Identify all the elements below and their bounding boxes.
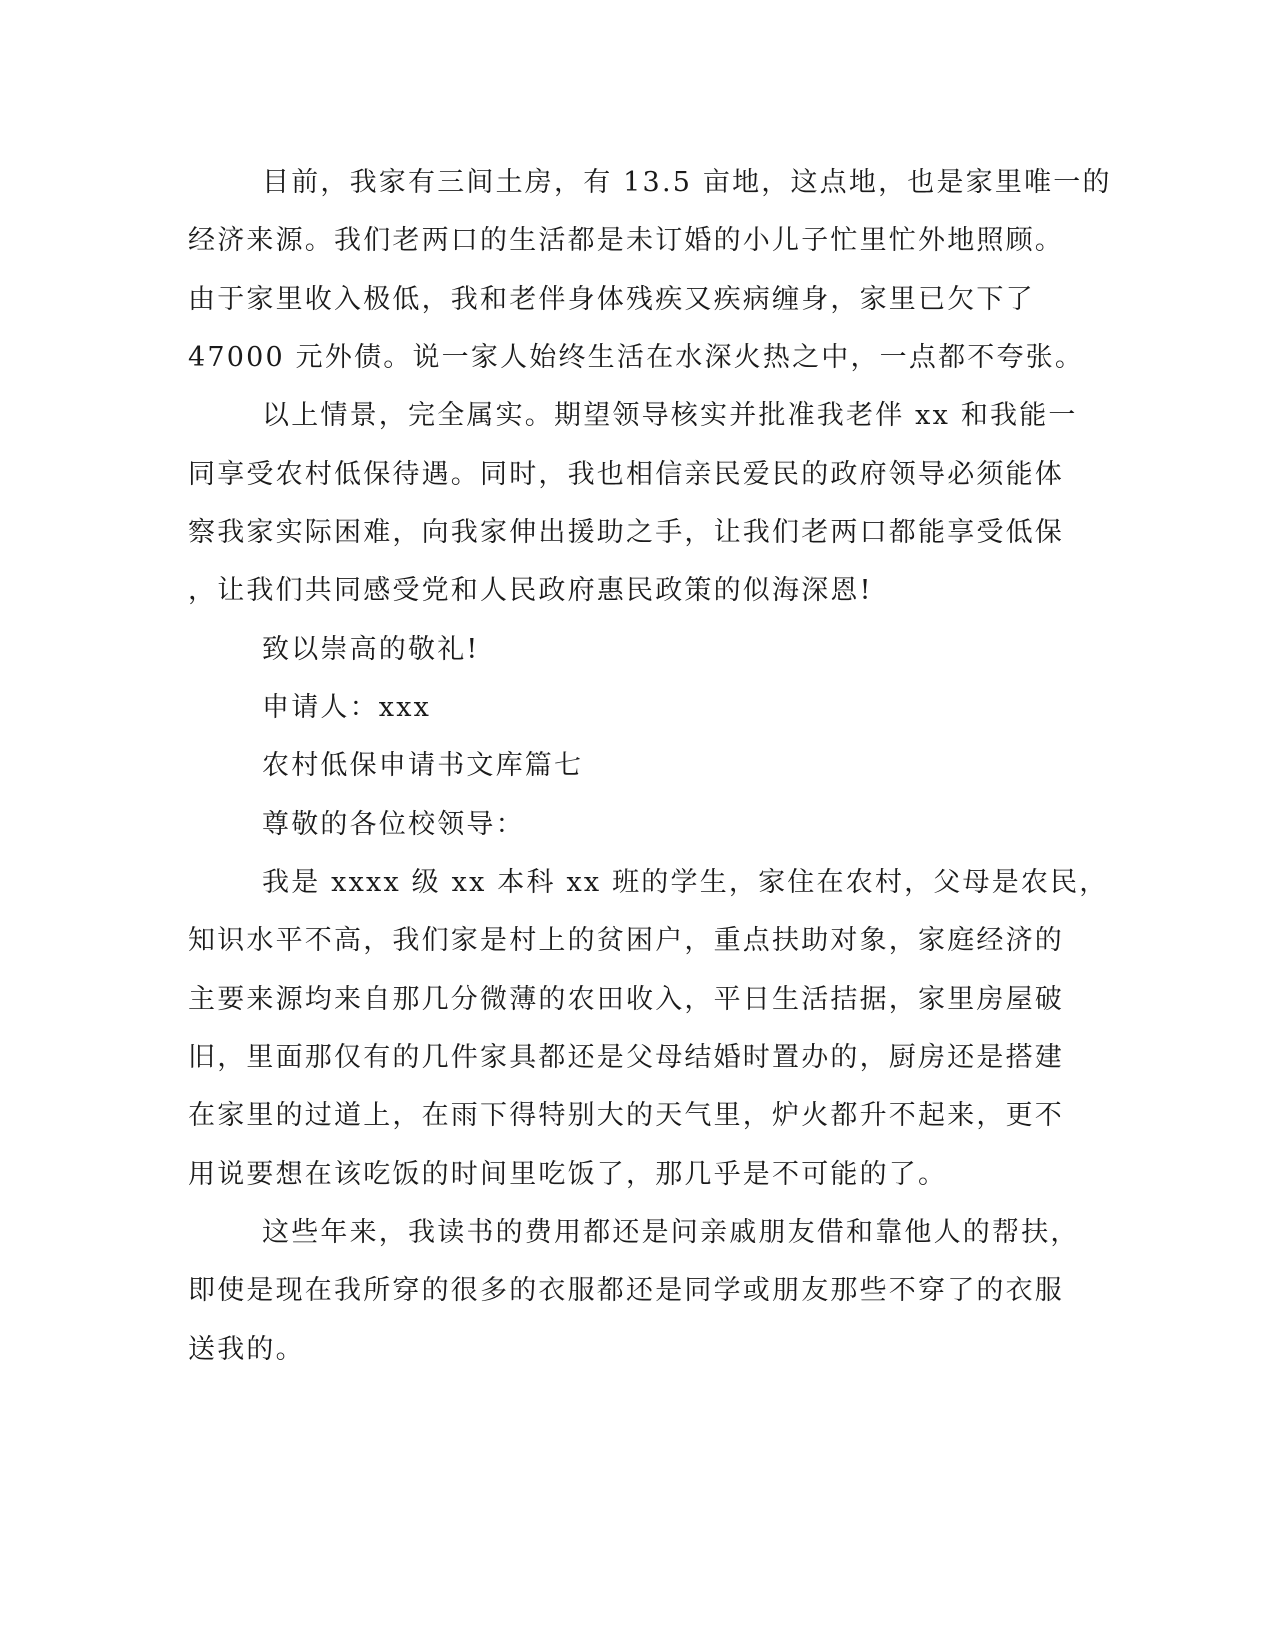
paragraph-line: 送我的。 bbox=[188, 1334, 305, 1365]
paragraph-line: 目前，我家有三间土房，有 13.5 亩地，这点地，也是家里唯一的 bbox=[262, 167, 1112, 198]
paragraph-line: 用说要想在该吃饭的时间里吃饭了，那几乎是不可能的了。 bbox=[188, 1159, 948, 1190]
greeting: 尊敬的各位校领导： bbox=[262, 809, 525, 840]
paragraph-line: 这些年来，我读书的费用都还是问亲戚朋友借和靠他人的帮扶， bbox=[262, 1217, 1080, 1248]
paragraph-line: 由于家里收入极低，我和老伴身体残疾又疾病缠身，家里已欠下了 bbox=[188, 284, 1035, 315]
paragraph-line: ，让我们共同感受党和人民政府惠民政策的似海深恩! bbox=[188, 575, 873, 606]
applicant-signature: 申请人：xxx bbox=[262, 692, 432, 723]
paragraph-line: 即使是现在我所穿的很多的衣服都还是同学或朋友那些不穿了的衣服 bbox=[188, 1275, 1064, 1306]
paragraph-line: 察我家实际困难，向我家伸出援助之手，让我们老两口都能享受低保 bbox=[188, 517, 1064, 548]
paragraph-line: 旧，里面那仅有的几件家具都还是父母结婚时置办的，厨房还是搭建 bbox=[188, 1042, 1064, 1073]
paragraph-line: 47000 元外债。说一家人始终生活在水深火热之中，一点都不夸张。 bbox=[188, 342, 1085, 373]
paragraph-line: 主要来源均来自那几分微薄的农田收入，平日生活拮据，家里房屋破 bbox=[188, 984, 1064, 1015]
closing-salutation: 致以崇高的敬礼! bbox=[262, 634, 480, 665]
paragraph-line: 以上情景，完全属实。期望领导核实并批准我老伴 xx 和我能一 bbox=[262, 400, 1078, 431]
section-heading: 农村低保申请书文库篇七 bbox=[262, 750, 584, 781]
paragraph-line: 经济来源。我们老两口的生活都是未订婚的小儿子忙里忙外地照顾。 bbox=[188, 225, 1064, 256]
paragraph-line: 知识水平不高，我们家是村上的贫困户，重点扶助对象，家庭经济的 bbox=[188, 925, 1064, 956]
paragraph-line: 在家里的过道上，在雨下得特别大的天气里，炉火都升不起来，更不 bbox=[188, 1100, 1064, 1131]
paragraph-line: 我是 xxxx 级 xx 本科 xx 班的学生，家住在农村，父母是农民， bbox=[262, 867, 1109, 898]
paragraph-line: 同享受农村低保待遇。同时，我也相信亲民爱民的政府领导必须能体 bbox=[188, 459, 1064, 490]
